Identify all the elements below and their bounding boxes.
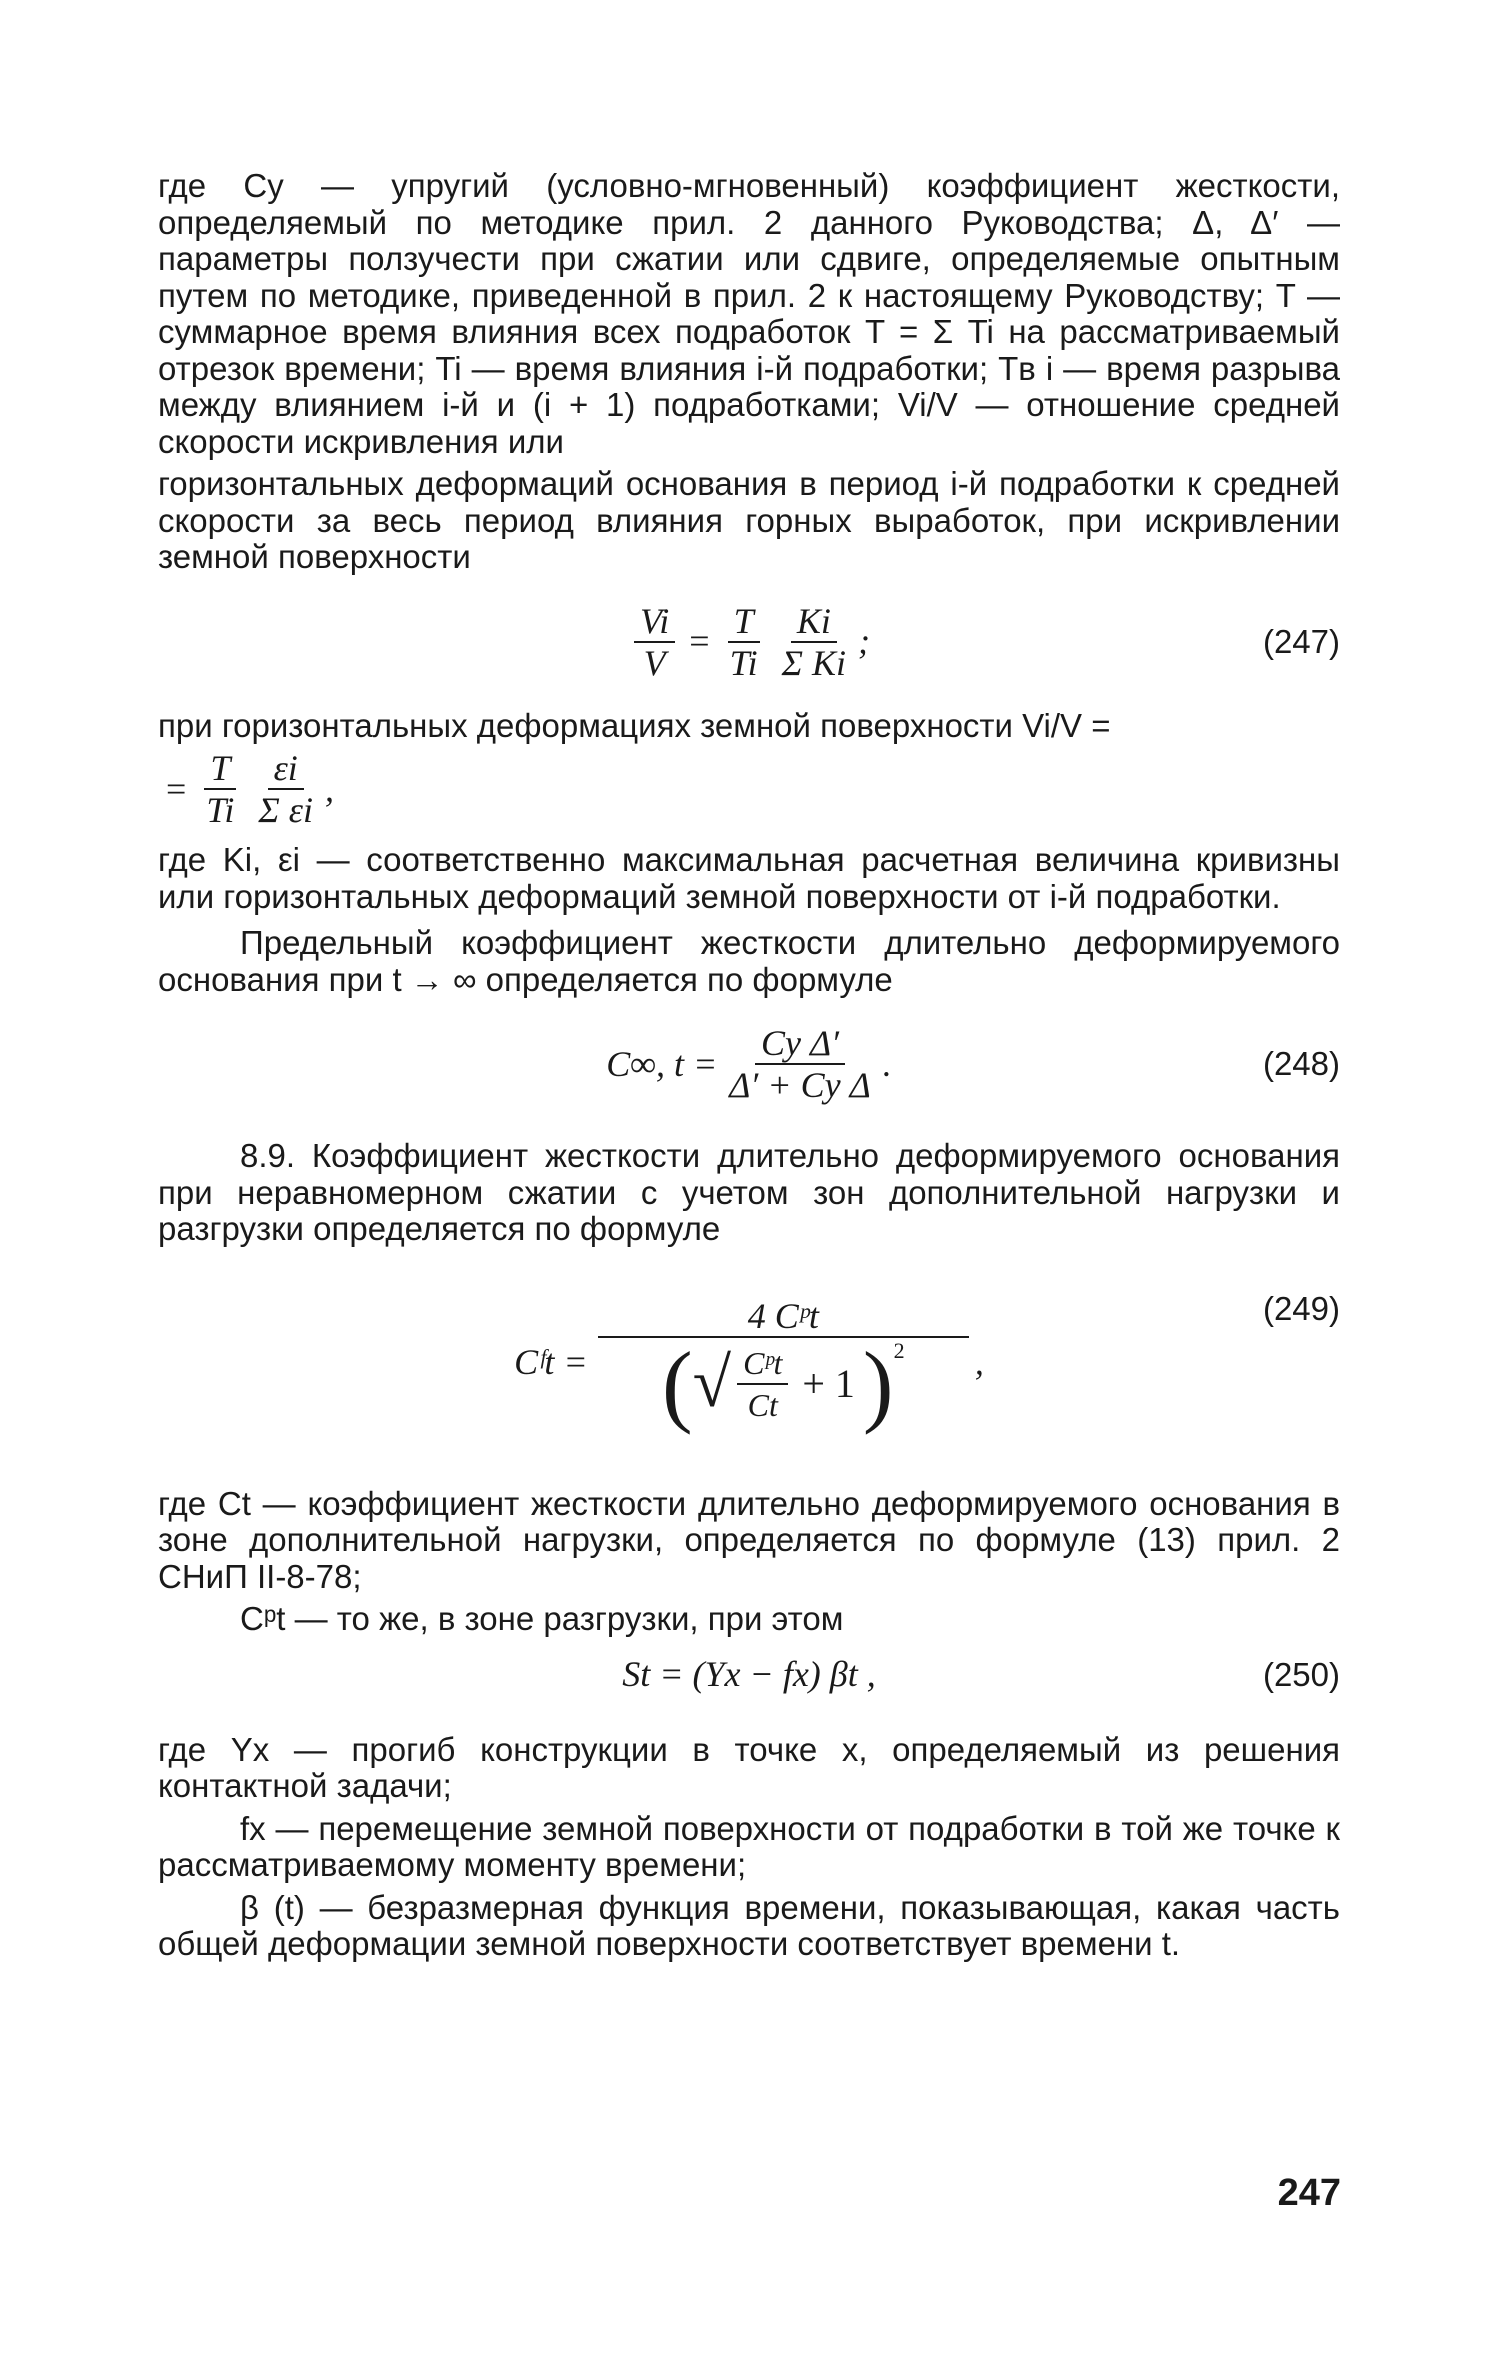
equation-number-250: (250) [1262, 1655, 1340, 1693]
paragraph-8: Cᵖt — то же, в зоне разгрузки, при этом [240, 1600, 844, 1637]
equation-number-247: (247) [1262, 622, 1340, 660]
equation-number-249: (249) [1262, 1290, 1340, 1328]
page-body [158, 168, 1340, 1963]
page-number: 247 [1277, 2172, 1341, 2214]
formula-247: $\frac{Vi}{V}$ = $\frac{T}{Ti}$ $\frac{Ki}{\text{Σ Ki}}$ ; (247) [158, 596, 1340, 688]
formula-250: St = (Yx − fx) βt , (250) [622, 1654, 1340, 1695]
paragraph-5: Предельный коэффициент жесткости длительно деформируемого основания при t → ∞ определяется по формуле [158, 924, 1340, 998]
paragraph-9: где Yx — прогиб конструкции в точке x, определяемый из решения контактной задачи; [158, 1730, 1340, 1804]
paragraph-11: β (t) — безразмерная функция времени, показывающая, какая часть общей деформации земной поверхности соответствует времени t. [158, 1888, 1340, 1962]
equation-number-248: (248) [1262, 1044, 1340, 1082]
paragraph-2: горизонтальных деформаций основания в период i-й подработки к средней скорости за весь период влияния горных выработок, при искривлении земной поверхности [158, 465, 1340, 575]
paragraph-7: где Ct — коэффициент жесткости длительно деформируемого основания в зоне дополнительной нагрузки, определяется по формуле (13) прил. 2 СНиП II-8-78; [158, 1484, 1340, 1595]
paragraph-10: fx — перемещение земной поверхности от подработки в той же точке к рассматриваемому моменту времени; [158, 1809, 1340, 1883]
paragraph-3: при горизонтальных деформациях земной поверхности Vi/V = [158, 706, 1111, 744]
paragraph-4: где Ki, εi — соответственно максимальная расчетная величина кривизны или горизонтальных деформаций земной поверхности от i-й подработки. [158, 841, 1340, 915]
formula-epsilon: = $\frac{T}{Ti}$ $\frac{\varepsilon i}{\text{Σ εi}}$ , [166, 748, 334, 830]
formula-249: Cᶠt = 4 Cᵖt ( √ $\frac{\text{Cᵖt}}{Ct}$ + 1 ) $^2$ , (249) [514, 1290, 1340, 1435]
paragraph-1: где Cу — упругий (условно-мгновенный) коэффициент жесткости, определяемый по методике прил. 2 данного Руководства; Δ, Δ′ — параметры ползучести при сжатии или сдвиге, определяемые опытным путем по методике, приведенной в прил. 2 к настоящему Руководству; T — суммарное время влияния всех подработок T = Σ Ti на рассматриваемый отрезок времени; Ti — время влияния i-й подработки; Tв i — время разрыва между влиянием i-й и (i + 1) подработками; Vi/V — отношение средней скорости искривления или [158, 167, 1340, 460]
paragraph-6: 8.9. Коэффициент жесткости длительно деформируемого основания при неравномерном сжатии с учетом зон дополнительной нагрузки и разгрузки определяется по формуле [158, 1137, 1340, 1247]
formula-248: C∞, t = $\frac{\text{Cу Δ′}}{\text{Δ′ + Cу Δ}}$ . (248) [606, 1023, 1340, 1105]
